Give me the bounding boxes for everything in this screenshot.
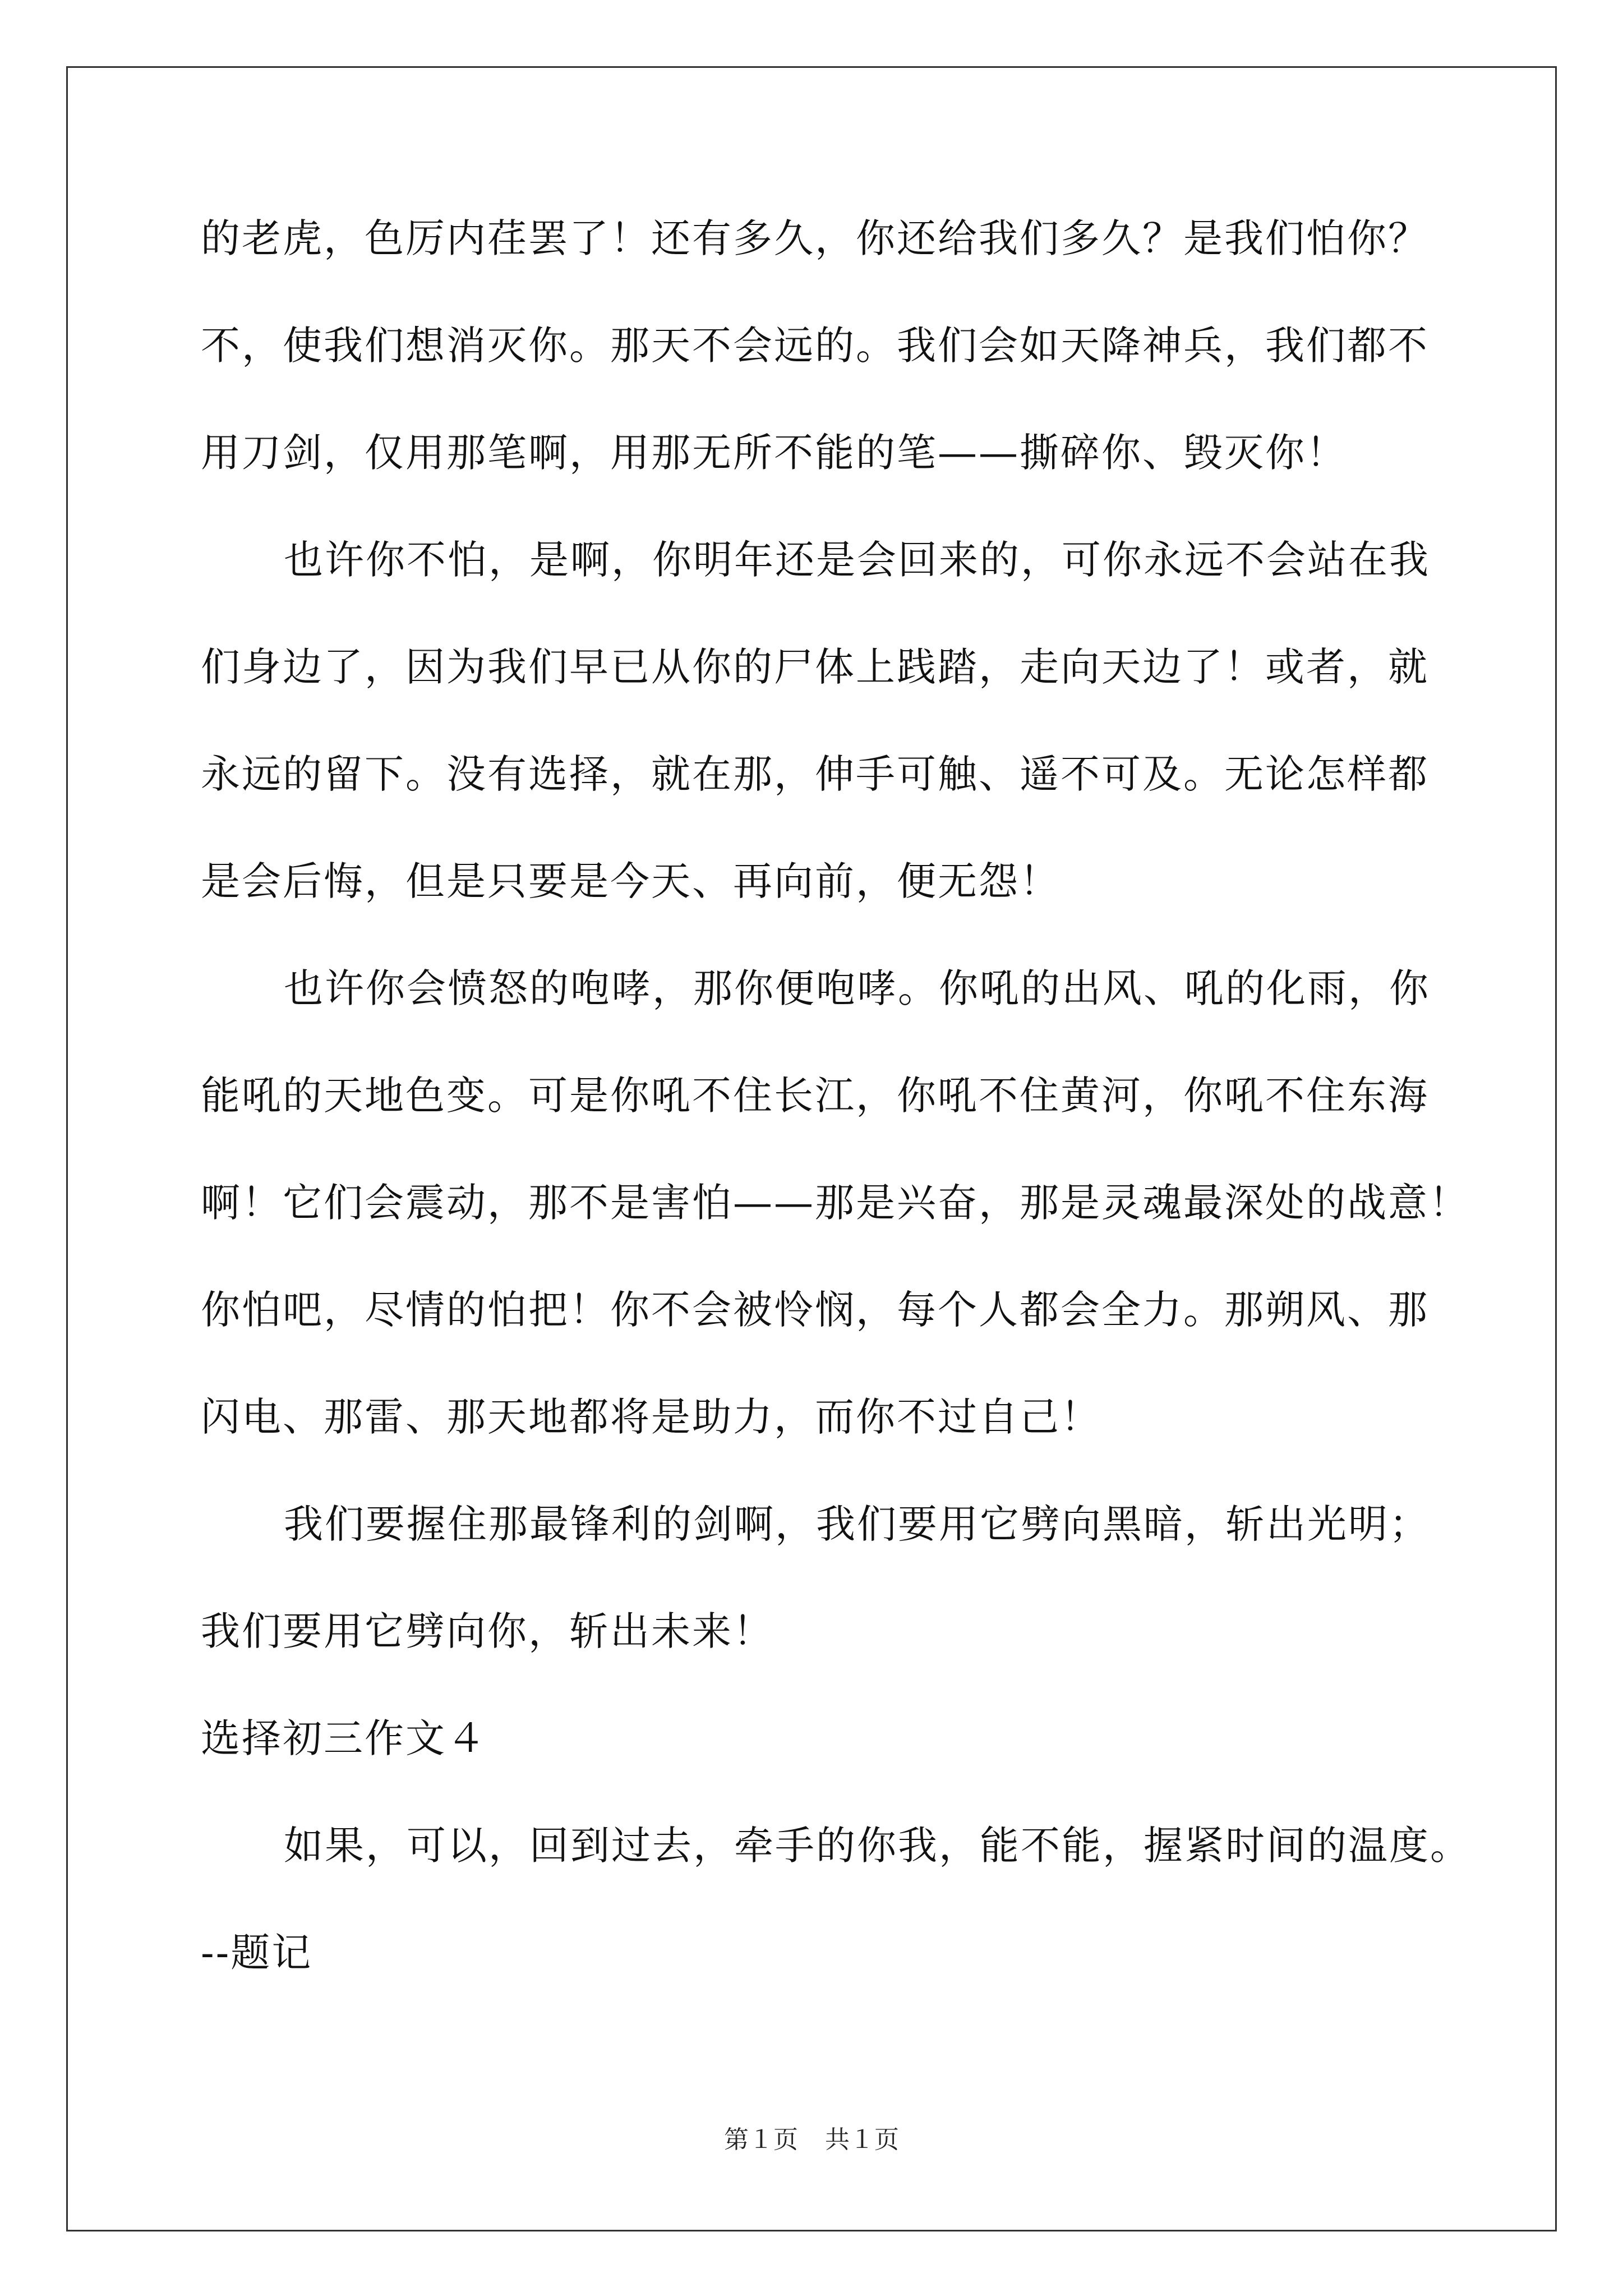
text-line: 你怕吧，尽情的怕把！你不会被怜悯，每个人都会全力。那朔风、那 bbox=[201, 1287, 1429, 1333]
text-line: 啊！它们会震动，那不是害怕——那是兴奋，那是灵魂最深处的战意！ bbox=[201, 1180, 1470, 1226]
text-line: 能吼的天地色变。可是你吼不住长江，你吼不住黄河，你吼不住东海 bbox=[201, 1073, 1429, 1119]
text-line: 不，使我们想消灭你。那天不会远的。我们会如天降神兵，我们都不 bbox=[201, 323, 1429, 369]
page-footer bbox=[0, 2126, 1623, 2154]
section-heading: 选择初三作文４ bbox=[201, 1715, 487, 1761]
page-number-total: 共１页 bbox=[825, 2125, 899, 2154]
text-line: 闪电、那雷、那天地都将是助力，而你不过自己！ bbox=[201, 1394, 1101, 1440]
paragraph-start-line: 我们要握住那最锋利的剑啊，我们要用它劈向黑暗，斩出光明； bbox=[284, 1501, 1430, 1547]
page-number-current: 第１页 bbox=[724, 2125, 798, 2154]
paragraph-start-line: 如果，可以，回到过去，牵手的你我，能不能，握紧时间的温度。 bbox=[284, 1823, 1471, 1869]
document-body bbox=[201, 215, 1471, 2040]
text-line: 的老虎，色厉内荏罢了！还有多久，你还给我们多久？是我们怕你？ bbox=[201, 215, 1429, 261]
paragraph-start-line: 也许你不怕，是啊，你明年还是会回来的，可你永远不会站在我 bbox=[284, 537, 1430, 583]
paragraph-start-line: 也许你会愤怒的咆哮，那你便咆哮。你吼的出风、吼的化雨，你 bbox=[284, 965, 1430, 1011]
text-line: 们身边了，因为我们早已从你的尸体上践踏，走向天边了！或者，就 bbox=[201, 644, 1429, 690]
epigraph-attribution: --题记 bbox=[201, 1930, 313, 1976]
text-line: 我们要用它劈向你，斩出未来！ bbox=[201, 1608, 774, 1654]
text-line: 是会后悔，但是只要是今天、再向前，便无怨！ bbox=[201, 858, 1061, 904]
text-line: 用刀剑，仅用那笔啊，用那无所不能的笔——撕碎你、毁灭你！ bbox=[201, 430, 1347, 476]
text-line: 永远的留下。没有选择，就在那，伸手可触、遥不可及。无论怎样都 bbox=[201, 751, 1429, 797]
